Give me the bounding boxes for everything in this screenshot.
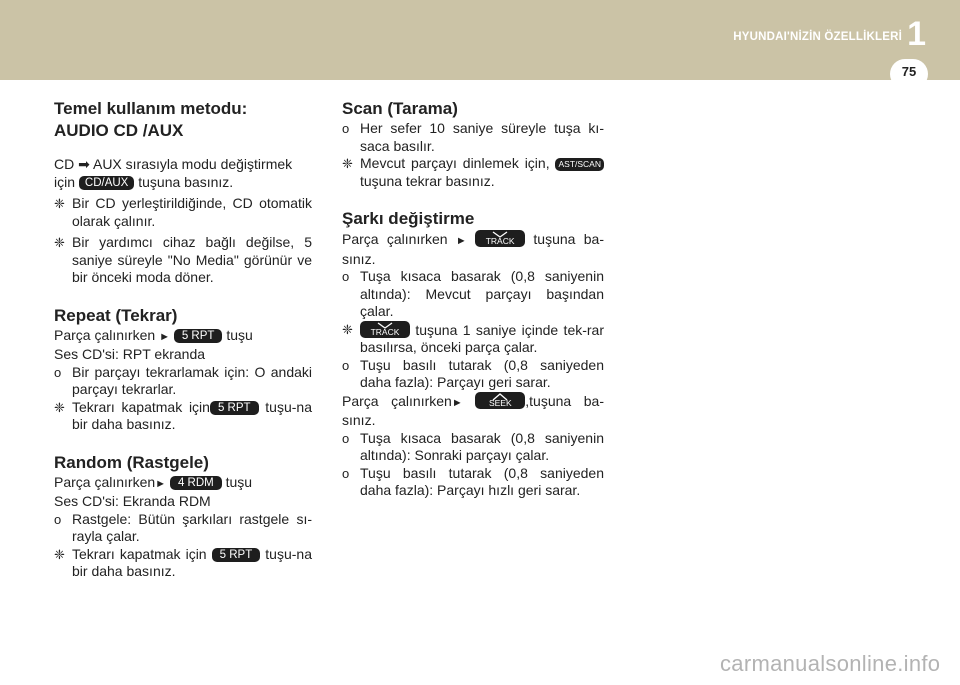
repeat-line: Parça çalınırken ► 5 RPT tuşu bbox=[54, 326, 253, 343]
site-watermark: carmanualsonline.info bbox=[720, 651, 941, 676]
page-number: 75 bbox=[901, 64, 917, 79]
basic-usage-intro: CD ➡ AUX sırasıyla modu değiştirmek için CD/AUX tuşuna basınız. bbox=[54, 156, 293, 190]
track-down-button: TRACK bbox=[360, 321, 410, 338]
play-icon: ► bbox=[159, 330, 170, 343]
rpt-button: 5 RPT bbox=[212, 548, 261, 562]
seek-line: Parça çalınırken► SEEK ,tuşuna ba-sınız. bbox=[342, 392, 604, 428]
bullet-item: o Tuşu basılı tutarak (0,8 saniyeden daha fazla): Parçayı geri sarar. bbox=[342, 356, 604, 390]
cd-aux-button: CD/AUX bbox=[79, 176, 134, 190]
left-column bbox=[54, 98, 312, 581]
bullet-marker: o bbox=[342, 465, 350, 481]
chapter-number: 1 bbox=[907, 15, 926, 53]
bullet-marker: o bbox=[342, 269, 350, 284]
note-item: ❈ Tekrarı kapatmak için 5 RPT tuşu-na bir daha basınız. bbox=[54, 398, 312, 432]
note-item: ❈ Bir CD yerleştirildiğinde, CD otomatik olarak çalınır. bbox=[54, 195, 312, 229]
seek-up-button: SEEK bbox=[475, 392, 525, 409]
play-icon: ► bbox=[451, 396, 463, 409]
play-icon: ► bbox=[455, 235, 467, 247]
basic-usage-heading: Temel kullanım metodu: AUDIO CD /AUX bbox=[54, 99, 248, 140]
rdm-button: 4 RDM bbox=[170, 476, 222, 490]
ast-scan-button: AST/SCAN bbox=[555, 158, 604, 171]
repeat-display-line: Ses CD'si: RPT ekranda bbox=[54, 346, 206, 362]
bullet-marker: o bbox=[342, 121, 350, 136]
scan-heading: Scan (Tarama) bbox=[342, 99, 458, 118]
note-item: ❈ TRACK tuşuna 1 saniye içinde tek-rar basılırsa, önceki parça çalar. bbox=[342, 321, 604, 355]
repeat-heading: Repeat (Tekrar) bbox=[54, 305, 178, 325]
bullet-item: o Her sefer 10 saniye süreyle tuşa kı-saca basılır. bbox=[342, 120, 604, 154]
bullet-item: o Tuşu basılı tutarak (0,8 saniyeden daha fazla): Parçayı hızlı geri sarar. bbox=[342, 464, 604, 498]
note-icon: ❈ bbox=[342, 321, 353, 337]
note-icon: ❈ bbox=[54, 546, 65, 562]
bullet-marker: o bbox=[342, 357, 350, 373]
right-column bbox=[342, 98, 604, 500]
note-icon: ❈ bbox=[54, 196, 65, 211]
song-change-heading: Şarkı değiştirme bbox=[342, 209, 475, 228]
note-icon: ❈ bbox=[54, 399, 65, 415]
track-down-button: TRACK bbox=[475, 230, 525, 247]
note-item: ❈ Tekrarı kapatmak için 5 RPT tuşu-na bir daha basınız. bbox=[54, 545, 312, 579]
random-heading: Random (Rastgele) bbox=[54, 452, 209, 472]
bullet-item: o Tuşa kısaca basarak (0,8 saniyenin altında): Sonraki parçayı çalar. bbox=[342, 429, 604, 463]
bullet-item: o Tuşa kısaca basarak (0,8 saniyenin altında): Mevcut parçayı başından çalar. bbox=[342, 268, 604, 319]
arrow-icon: ➡ bbox=[78, 156, 90, 172]
bullet-marker: o bbox=[54, 511, 62, 527]
bullet-item: o Bir parçayı tekrarlamak için: O andaki parçayı tekrarlar. bbox=[54, 363, 312, 397]
rpt-button: 5 RPT bbox=[210, 401, 259, 415]
play-icon: ► bbox=[155, 477, 167, 490]
chapter-title: HYUNDAI'NİZİN ÖZELLİKLERİ bbox=[733, 31, 902, 43]
note-icon: ❈ bbox=[342, 156, 353, 171]
random-line: Parça çalınırken► 4 RDM tuşu bbox=[54, 473, 253, 490]
bullet-item: o Rastgele: Bütün şarkıları rastgele sı-rayla çalar. bbox=[54, 510, 312, 544]
bullet-marker: o bbox=[342, 430, 350, 446]
note-item: ❈ Bir yardımcı cihaz bağlı değilse, 5 saniye süreyle "No Media" görünür ve bir önceki moda döner. bbox=[54, 234, 312, 285]
bullet-marker: o bbox=[54, 364, 62, 380]
rpt-button: 5 RPT bbox=[174, 329, 223, 343]
song-change-line: Parça çalınırken ► TRACK tuşuna ba-sınız. bbox=[342, 231, 604, 267]
note-icon: ❈ bbox=[54, 235, 65, 250]
note-item: ❈ Mevcut parçayı dinlemek için, AST/SCAN tuşuna tekrar basınız. bbox=[342, 155, 604, 190]
random-display-line: Ses CD'si: Ekranda RDM bbox=[54, 493, 211, 509]
